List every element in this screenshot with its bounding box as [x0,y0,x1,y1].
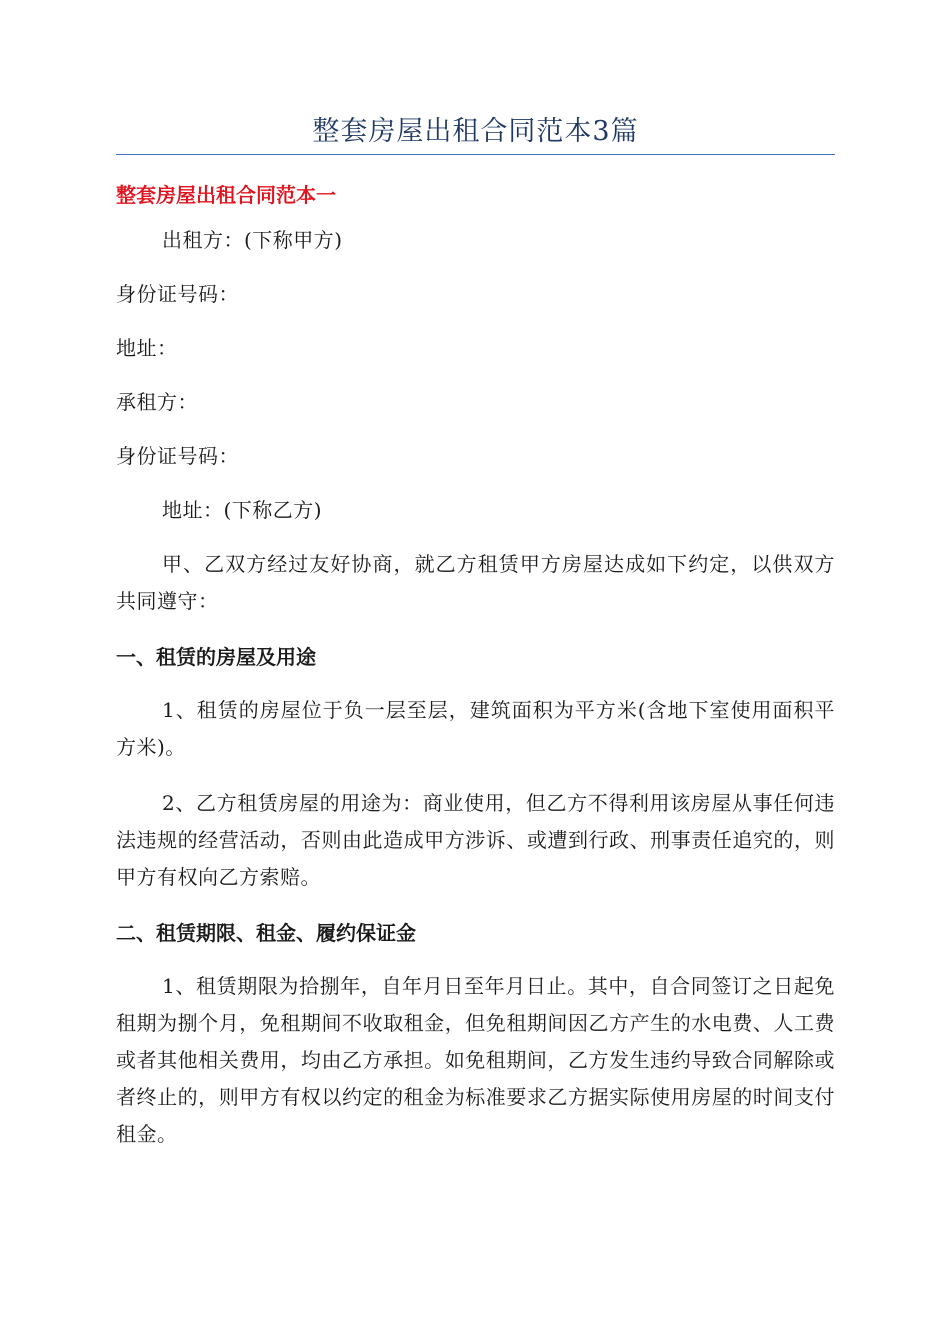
document-title: 整套房屋出租合同范本3篇 [312,116,639,147]
section-heading: 整套房屋出租合同范本一 [116,183,336,207]
title-underline [116,154,835,155]
clause-1-item-2: 2、乙方租赁房屋的用途为：商业使用，但乙方不得利用该房屋从事任何违法违规的经营活动，否则由此造成甲方涉诉、或遭到行政、刑事责任追究的，则甲方有权向乙方索赔。 [116,791,835,889]
clause-2-heading: 二、租赁期限、租金、履约保证金 [116,921,416,945]
preamble-paragraph: 甲、乙双方经过友好协商，就乙方租赁甲方房屋达成如下约定，以供双方共同遵守： [116,552,835,613]
lessee-id-line: 身份证号码： [116,444,239,468]
clause-2-item-1: 1、租赁期限为拾捌年，自年月日至年月日止。其中，自合同签订之日起免租期为捌个月，免租期间不收取租金，但免租期间因乙方产生的水电费、人工费或者其他相关费用，均由乙方承担。如免租期间，乙方发生违约导致合同解除或者终止的，则甲方有权以约定的租金为标准要求乙方据实际使用房屋的时间支付租金。 [116,974,835,1146]
lessee-line: 承租方： [116,390,198,414]
lessor-address-line: 地址： [116,336,178,360]
lessor-line: 出租方：(下称甲方) [162,228,343,252]
lessor-id-line: 身份证号码： [116,282,239,306]
clause-1-heading: 一、租赁的房屋及用途 [116,645,316,669]
lessee-address-line: 地址：(下称乙方) [162,498,323,522]
clause-1-item-1: 1、租赁的房屋位于负一层至层，建筑面积为平方米(含地下室使用面积平方米)。 [116,698,835,759]
